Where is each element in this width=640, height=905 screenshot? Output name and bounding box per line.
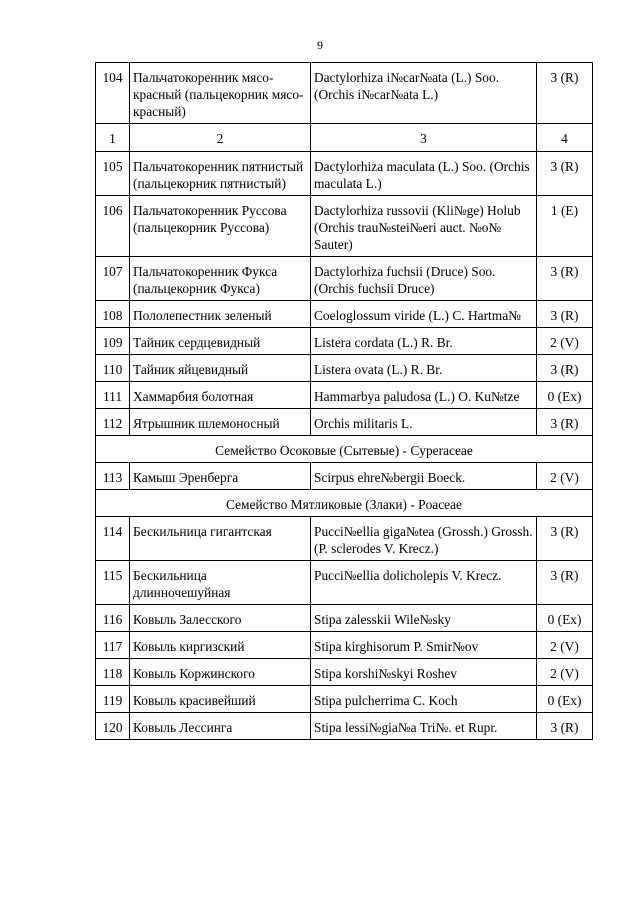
russian-name-cell: Бескильница гигантская — [130, 517, 311, 561]
table-row — [96, 196, 593, 257]
table-row — [96, 301, 593, 328]
status-cell: 3 (R) — [537, 561, 593, 605]
column-number-row — [96, 124, 593, 152]
table-row — [96, 517, 593, 561]
status-cell: 3 (R) — [537, 301, 593, 328]
status-cell: 1 (E) — [537, 196, 593, 257]
status-cell: 3 (R) — [537, 152, 593, 196]
family-row — [96, 436, 593, 463]
russian-name-cell: Хаммарбия болотная — [130, 382, 311, 409]
row-number-cell: 119 — [96, 686, 130, 713]
latin-name-cell: Dactylorhiza fuchsii (Druce) Soo. (Orchis fuchsii Druce) — [311, 257, 537, 301]
latin-name-cell: Stipa pulcherrima C. Koch — [311, 686, 537, 713]
table-row — [96, 63, 593, 124]
status-cell: 2 (V) — [537, 632, 593, 659]
status-cell: 0 (Ex) — [537, 686, 593, 713]
russian-name-cell: Бескильница длинночешуйная — [130, 561, 311, 605]
russian-name-cell: Ковыль Лессинга — [130, 713, 311, 740]
latin-name-cell: Dactylorhiza i№car№ata (L.) Soo. (Orchis i№car№ata L.) — [311, 63, 537, 124]
latin-name-cell: Dactylorhiza russovii (Kli№ge) Holub (Orchis trau№stei№eri auct. №o№ Sauter) — [311, 196, 537, 257]
russian-name-cell: Тайник яйцевидный — [130, 355, 311, 382]
latin-name-cell: Stipa zalesskii Wile№sky — [311, 605, 537, 632]
status-cell: 2 (V) — [537, 463, 593, 490]
row-number-cell: 115 — [96, 561, 130, 605]
row-number-cell: 120 — [96, 713, 130, 740]
latin-name-cell: Scirpus ehre№bergii Boeck. — [311, 463, 537, 490]
latin-name-cell: Orchis militaris L. — [311, 409, 537, 436]
status-cell: 3 (R) — [537, 517, 593, 561]
table-row — [96, 463, 593, 490]
row-number-cell: 117 — [96, 632, 130, 659]
family-heading: Семейство Мятликовые (Злаки) - Poaceae — [96, 490, 593, 517]
table-row — [96, 257, 593, 301]
row-number-cell: 116 — [96, 605, 130, 632]
family-heading: Семейство Осоковые (Сытевые) - Cyperaceae — [96, 436, 593, 463]
russian-name-cell: Пололепестник зеленый — [130, 301, 311, 328]
latin-name-cell: Stipa korshi№skyi Roshev — [311, 659, 537, 686]
russian-name-cell: Пальчатокоренник Руссова (пальцекорник Руссова) — [130, 196, 311, 257]
row-number-cell: 106 — [96, 196, 130, 257]
row-number-cell: 114 — [96, 517, 130, 561]
row-number-cell: 109 — [96, 328, 130, 355]
latin-name-cell: Pucci№ellia giga№tea (Grossh.) Grossh. (P. sclerodes V. Krecz.) — [311, 517, 537, 561]
status-cell: 0 (Ex) — [537, 605, 593, 632]
russian-name-cell: Ковыль красивейший — [130, 686, 311, 713]
table-row — [96, 355, 593, 382]
column-number-cell: 4 — [537, 124, 593, 152]
table-row — [96, 659, 593, 686]
table-row — [96, 686, 593, 713]
russian-name-cell: Пальчатокоренник Фукса (пальцекорник Фукса) — [130, 257, 311, 301]
species-table-body — [96, 63, 593, 740]
latin-name-cell: Dactylorhiza maculata (L.) Soo. (Orchis maculata L.) — [311, 152, 537, 196]
latin-name-cell: Listera ovata (L.) R. Br. — [311, 355, 537, 382]
russian-name-cell: Камыш Эренберга — [130, 463, 311, 490]
column-number-cell: 2 — [130, 124, 311, 152]
status-cell: 2 (V) — [537, 659, 593, 686]
row-number-cell: 105 — [96, 152, 130, 196]
russian-name-cell: Ятрышник шлемоносный — [130, 409, 311, 436]
table-row — [96, 605, 593, 632]
page-number: 9 — [317, 38, 323, 52]
row-number-cell: 111 — [96, 382, 130, 409]
row-number-cell: 118 — [96, 659, 130, 686]
status-cell: 3 (R) — [537, 63, 593, 124]
latin-name-cell: Coeloglossum viride (L.) C. Hartma№ — [311, 301, 537, 328]
russian-name-cell: Ковыль Залесского — [130, 605, 311, 632]
status-cell: 3 (R) — [537, 257, 593, 301]
row-number-cell: 104 — [96, 63, 130, 124]
latin-name-cell: Stipa lessi№gia№a Tri№. et Rupr. — [311, 713, 537, 740]
row-number-cell: 110 — [96, 355, 130, 382]
family-row — [96, 490, 593, 517]
row-number-cell: 113 — [96, 463, 130, 490]
column-number-cell: 1 — [96, 124, 130, 152]
row-number-cell: 108 — [96, 301, 130, 328]
table-row — [96, 632, 593, 659]
table-row — [96, 409, 593, 436]
latin-name-cell: Listera cordata (L.) R. Br. — [311, 328, 537, 355]
latin-name-cell: Stipa kirghisorum P. Smir№ov — [311, 632, 537, 659]
russian-name-cell: Тайник сердцевидный — [130, 328, 311, 355]
russian-name-cell: Пальчатокоренник пятнистый (пальцекорник пятнистый) — [130, 152, 311, 196]
status-cell: 0 (Ex) — [537, 382, 593, 409]
table-row — [96, 328, 593, 355]
status-cell: 2 (V) — [537, 328, 593, 355]
species-table — [95, 62, 593, 740]
status-cell: 3 (R) — [537, 713, 593, 740]
table-row — [96, 382, 593, 409]
russian-name-cell: Пальчатокоренник мясо-красный (пальцекорник мясо- красный) — [130, 63, 311, 124]
status-cell: 3 (R) — [537, 355, 593, 382]
row-number-cell: 112 — [96, 409, 130, 436]
russian-name-cell: Ковыль киргизский — [130, 632, 311, 659]
latin-name-cell: Hammarbya paludosa (L.) O. Ku№tze — [311, 382, 537, 409]
row-number-cell: 107 — [96, 257, 130, 301]
status-cell: 3 (R) — [537, 409, 593, 436]
column-number-cell: 3 — [311, 124, 537, 152]
latin-name-cell: Pucci№ellia dolicholepis V. Krecz. — [311, 561, 537, 605]
russian-name-cell: Ковыль Коржинского — [130, 659, 311, 686]
table-row — [96, 713, 593, 740]
table-row — [96, 561, 593, 605]
table-row — [96, 152, 593, 196]
